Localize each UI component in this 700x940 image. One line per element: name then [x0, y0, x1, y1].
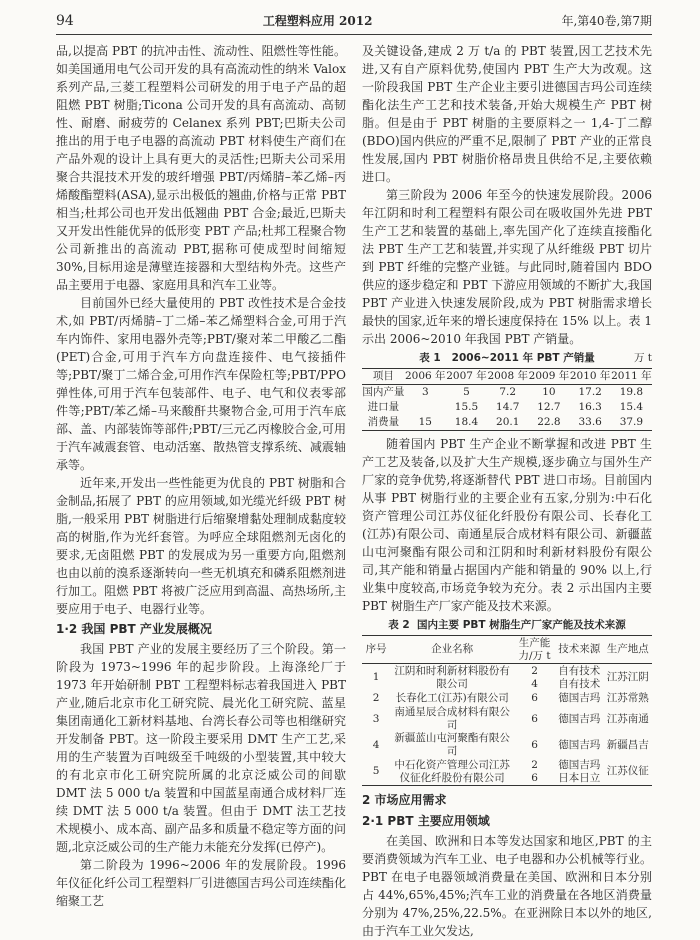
page-header	[56, 12, 652, 35]
table-row-producer-2: 2 长春化工(江苏)有限公司 6 德国吉玛 江苏常熟	[372, 692, 649, 704]
col-2008: 2008 年	[487, 370, 528, 382]
table-row-imports: 进口量 15.5 14.7 12.7 16.3 15.4	[367, 401, 644, 413]
col-capacity: 生产能 力/万 t	[518, 637, 551, 662]
right-column	[362, 42, 652, 940]
col-serial: 序号	[365, 643, 387, 655]
table-row-producer-4: 4 新疆蓝山屯河聚酯有限公司 6 德国吉玛 新疆昌吉	[372, 732, 649, 757]
issue-info: 年,第40卷,第7期	[561, 14, 652, 28]
table-2-header-row	[362, 636, 652, 664]
paragraph-stage-one: 我国 PBT 产业的发展主要经历了三个阶段。第一阶段为 1973~1996 年的起步阶段。上海涤纶厂于 1973 年开始研制 PBT 工程塑料标志着我国进入 PBT 产业,随后北京市化工研究院、晨光化工研究院、蓝星集团南通化工新材料基地、台湾长春公司等也相继研究开发制备 PBT。这一阶段主要采用 DMT 生产工艺,采用的生产装置为百吨级至千吨级的小型装置,其中较大的有北京市化工研究院所属的北京泛威公司的间歇 DMT 法 5 000 t/a 装置和中国蓝星南通合成材料厂连续 DMT 法 5 000 t/a 装置。但由于 DMT 法工艺技术规模小、成本高、副产品多和质量不稳定等方面的问题,北京泛威公司的生产能力未能充分发挥(已停产)。	[56, 642, 346, 854]
table-1-title: 2006~2011 年 PBT 产销量	[451, 352, 595, 364]
col-2010: 2010 年	[569, 370, 611, 382]
page-body	[56, 42, 652, 940]
paragraph-domestic-producers: 随着国内 PBT 生产企业不断掌握和改进 PBT 生产工艺及装备,以及扩大生产规模,逐步确立与国外生产厂家的竞争优势,将逐渐替代 PBT 进口市场。目前国内从事 PBT 树脂行业的主要企业有五家,分别为:中石化资产管理公司江苏仪征化纤股份有限公司、长春化工(江苏)有限公司、南通星辰合成材料有限公司、新疆蓝山屯河聚酯有限公司和江阴和时利新材料股份有限公司,其产能和销量占据国内产能和销量的 90% 以上,行业集中度较高,市场竞争较为充分。表 2 示出国内主要 PBT 树脂生产厂家产能及技术来源。	[362, 437, 652, 613]
paragraph-stage-three: 第三阶段为 2006 年至今的快速发展阶段。2006 年江阴和时利工程塑料有限公司在吸收国外先进 PBT 生产工艺和装置的基础上,率先国产化了连续直接酯化法 PBT 生产工艺和装置,并实现了从纤维级 PBT 切片到 PBT 纤维的完整产业链。与此同时,随着国内 BDO 供应的逐步稳定和 PBT 下游应用领域的不断扩大,我国 PBT 产业进入快速发展阶段,成为 PBT 树脂需求增长最快的国家,近年来的增长速度保持在 15% 以上。表 1 示出 2006~2010 年我国 PBT 产销量。	[362, 188, 652, 346]
paragraph-alloy-technology: 目前国外已经大量使用的 PBT 改性技术是合金技术,如 PBT/丙烯腈–丁二烯–苯乙烯塑料合金,可用于汽车内饰件、家用电器外壳等;PBT/聚对苯二甲酸乙二酯(PET)合金,可用于汽车方向盘连接件、电气接插件等;PBT/聚丁二烯合金,可用作汽车保险杠等;PBT/PPO 弹性体,可用于汽车包装部件、电子、电气和仪表零部件等;PBT/苯乙烯–马来酸酐共聚物合金,可用于汽车底部、盖、内部装饰等部件;PBT/三元乙丙橡胶合金,可用于汽车减震套管、电动活塞、散热管支撑系统、减震轴承等。	[56, 296, 346, 472]
table-row-producer-1: 1 江阴和时利新材料股份有限公司 2 4 自有技术 自有技术 江苏江阴	[372, 664, 649, 690]
journal-page	[0, 12, 700, 938]
col-tech-source: 技术来源	[558, 643, 601, 655]
paragraph-stage-two: 第二阶段为 1996~2006 年的发展阶段。1996 年仪征化纤公司工程塑料厂引进德国吉玛公司连续酯化缩聚工艺	[56, 858, 346, 908]
section-heading-2-1: 2·1 PBT 主要应用领域	[362, 814, 490, 828]
left-column	[56, 42, 346, 940]
table-2-producers-capacity	[362, 618, 652, 786]
table-1-unit: 万 t	[633, 352, 652, 364]
col-2006: 2006 年	[405, 370, 446, 382]
table-1-label: 表 1	[419, 352, 441, 364]
table-2-label: 表 2	[388, 619, 410, 631]
paragraph-stage-two-cont: 及关键设备,建成 2 万 t/a 的 PBT 装置,因工艺技术先进,又有自产原料优势,使国内 PBT 生产大为改观。这一阶段我国 PBT 生产企业主要引进德国吉玛公司连续酯化法生产工艺和技术装备,开始大规模生产 PBT 树脂。但是由于 PBT 树脂的主要原料之一 1,4-丁二醇(BDO)国内供应的严重不足,限制了 PBT 产业的正常良性发展,国内 PBT 树脂价格昂贵且供给不足,主要依赖进口。	[362, 44, 652, 184]
table-1-header-row	[362, 369, 652, 385]
paragraph-foreign-products: 品,以提高 PBT 的抗冲击性、流动性、阻燃性等性能。如美国通用电气公司开发的具有高流动性的纳米 Valox 系列产品,三菱工程塑料公司研发的用于电子产品的超阻燃 PBT 树脂;Ticona 公司开发的具有高流动、高韧性、耐磨、耐疲劳的 Celanex 系列 PBT;巴斯夫公司推出的用于电子电器的高流动 PBT 材料使生产商们在产品外观的设计上具有更大的灵活性;巴斯夫公司采用聚合共混技术开发的玻纤增强 PBT/丙烯腈–苯乙烯–丙烯酸酯塑料(ASA),显示出极低的翘曲,价格与正常 PBT 相当;杜邦公司也开发出低翘曲 PBT 合金;最近,巴斯夫又开发出性能优异的低形变 PBT 产品;杜邦工程聚合物公司新推出的高流动 PBT,据称可使成型时间缩短 30%,目标用途是薄壁连接器和大型结构外壳。这些产品主要用于电器、家庭用具和汽车工业等。	[56, 44, 346, 292]
section-heading-2: 2 市场应用需求	[362, 793, 447, 807]
table-1-pbt-production-consumption	[362, 351, 652, 431]
section-heading-1-2: 1·2 我国 PBT 产业发展概况	[56, 622, 212, 636]
col-2011: 2011 年	[611, 370, 652, 382]
col-company: 企业名称	[431, 643, 474, 655]
paragraph-application-fields: 在美国、欧洲和日本等发达国家和地区,PBT 的主要消费领域为汽车工业、电子电器和办公机械等行业。PBT 在电子电器领域消费量在美国、欧洲和日本分别占 44%,65%,45%;汽车工业的消费量在各地区消费量分别为 47%,25%,22.5%。在亚洲除日本以外的地区,由于汽车工业欠发达,	[362, 834, 652, 938]
col-2007: 2007 年	[446, 370, 487, 382]
table-row-producer-5: 5 中石化资产管理公司江苏仪征化纤股份有限公司 2 6 德国吉玛 日本日立 江苏仪征	[372, 758, 649, 784]
table-2-caption	[362, 618, 652, 633]
col-location: 生产地点	[606, 643, 649, 655]
page-number: 94	[56, 13, 74, 29]
paragraph-new-resins: 近年来,开发出一些性能更为优良的 PBT 树脂和合金制品,拓展了 PBT 的应用领域,如光缆光纤级 PBT 树脂,一般采用 PBT 树脂进行后缩聚增黏处理制成黏度较高的树脂,作为光纤套管。为呼应全球阻燃剂无卤化的要求,无卤阻燃 PBT 的发展成为另一重要方向,阻燃剂也由以前的溴系逐渐转向一些无机填充和磷系阻燃剂进行加工。阻燃 PBT 将被广泛应用到高温、高热场所,主要应用于电子、电器行业等。	[56, 476, 346, 616]
table-1-caption	[362, 351, 652, 366]
table-row-producer-3: 3 南通星辰合成材料有限公司 6 德国吉玛 江苏南通	[372, 706, 649, 731]
table-row-consumption: 消费量 15 18.4 20.1 22.8 33.6 37.9	[367, 416, 644, 428]
col-2009: 2009 年	[528, 370, 570, 382]
col-item: 项目	[372, 370, 394, 382]
journal-title: 工程塑料应用 2012	[262, 14, 373, 28]
table-row-domestic-output: 国内产量 3 5 7.2 10 17.2 19.8	[362, 386, 644, 398]
table-2-title: 国内主要 PBT 树脂生产厂家产能及技术来源	[417, 619, 626, 631]
